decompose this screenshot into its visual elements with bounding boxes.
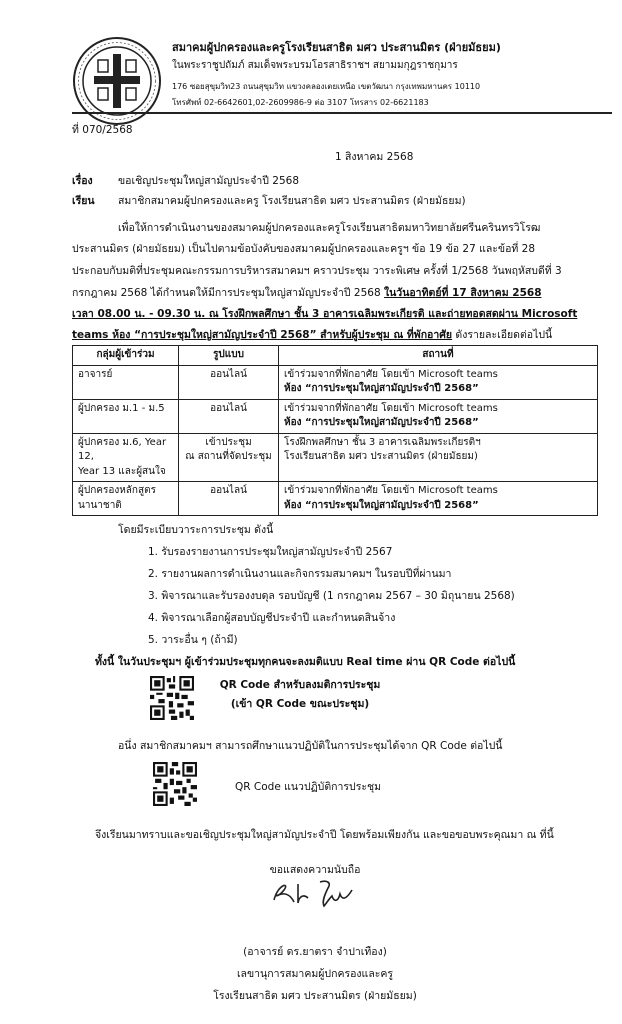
table-header-row xyxy=(73,346,598,366)
subject-text: ขอเชิญประชุมใหญ่สามัญประจำปี 2568 xyxy=(118,175,300,187)
body-line-6-tail: ดังรายละเอียดต่อไปนี้ xyxy=(452,329,553,341)
body-line-6 xyxy=(72,329,552,342)
guideline-qr-caption: QR Code แนวปฏิบัติการประชุม xyxy=(235,781,382,793)
table-row xyxy=(73,399,598,433)
table-row xyxy=(73,482,598,516)
column-header-place: สถานที่ xyxy=(279,346,598,366)
org-telephone: โทรศัพท์ 02-6642601,02-2609986-9 ต่อ 3107 โทรสาร 02-6621183 xyxy=(172,98,429,107)
group-line: ผู้ปกครองหลักสูตร xyxy=(78,485,156,496)
place-line: ห้อง “การประชุมใหญ่สามัญประจำปี 2568” xyxy=(284,417,479,428)
org-patronage: ในพระราชูปถัมภ์ สมเด็จพระบรมโอรสาธิราชฯ สยามมกุฎราชกุมาร xyxy=(172,60,458,71)
group-line: ผู้ปกครอง ม.6, Year 12, xyxy=(78,436,167,462)
realtime-vote-note: ทั้งนี้ ในวันประชุมฯ ผู้เข้าร่วมประชุมทุกคนจะลงมติแบบ Real time ผ่าน QR Code ต่อไปนี้ xyxy=(95,656,516,668)
signer-title: เลขานุการสมาคมผู้ปกครองและครู xyxy=(236,968,394,980)
cell-place xyxy=(279,433,598,482)
table-row xyxy=(73,433,598,482)
cell-group: ผู้ปกครอง ม.1 - ม.5 xyxy=(73,399,179,433)
cell-place xyxy=(279,482,598,516)
voting-qr-code-icon xyxy=(150,676,194,720)
cell-group: อาจารย์ xyxy=(73,365,179,399)
header-divider xyxy=(72,112,612,114)
recipient-label: เรียน xyxy=(72,195,95,207)
guideline-note: อนึ่ง สมาชิกสมาคมฯ สามารถศึกษาแนวปฏิบัติในการประชุมได้จาก QR Code ต่อไปนี้ xyxy=(118,740,503,752)
subject-label: เรื่อง xyxy=(72,175,93,187)
agenda-intro: โดยมีระเบียบวาระการประชุม ดังนี้ xyxy=(118,524,274,536)
recipient-text: สมาชิกสมาคมผู้ปกครองและครู โรงเรียนสาธิต มศว ประสานมิตร (ฝ่ายมัธยม) xyxy=(118,195,466,207)
org-address: 176 ซอยสุขุมวิท23 ถนนสุขุมวิท แขวงคลองเตยเหนือ เขตวัฒนา กรุงเทพมหานคร 10110 xyxy=(172,82,481,91)
place-line: เข้าร่วมจากที่พักอาศัย โดยเข้า Microsoft teams xyxy=(284,485,498,496)
cell-group xyxy=(73,433,179,482)
guideline-qr-code-icon xyxy=(153,762,197,806)
agenda-item: 3. พิจารณาและรับรองงบดุล รอบบัญชี (1 กรกฎาคม 2567 – 30 มิถุนายน 2568) xyxy=(148,590,515,602)
agenda-item: 1. รับรองรายงานการประชุมใหญ่สามัญประจำปี 2567 xyxy=(148,546,393,558)
cell-format xyxy=(179,433,279,482)
document-date: 1 สิงหาคม 2568 xyxy=(335,151,414,163)
body-line-4 xyxy=(72,287,542,300)
body-line-4-text: กรกฎาคม 2568 ได้กำหนดให้มีการประชุมใหญ่สามัญประจำปี 2568 xyxy=(72,287,384,299)
cell-format: ออนไลน์ xyxy=(179,399,279,433)
signer-school: โรงเรียนสาธิต มศว ประสานมิตร (ฝ่ายมัธยม) xyxy=(213,990,417,1002)
body-line-1: เพื่อให้การดำเนินงานของสมาคมผู้ปกครองและครูโรงเรียนสาธิตมหาวิทยาลัยศรีนครินทรวิโรฒ xyxy=(118,222,541,234)
place-line: เข้าร่วมจากที่พักอาศัย โดยเข้า Microsoft teams xyxy=(284,402,498,414)
group-line: นานาชาติ xyxy=(78,499,122,511)
org-name: สมาคมผู้ปกครองและครูโรงเรียนสาธิต มศว ประสานมิตร (ฝ่ายมัธยม) xyxy=(172,41,501,54)
cell-group xyxy=(73,482,179,516)
voting-qr-caption: QR Code สำหรับลงมติการประชุม xyxy=(219,679,381,691)
body-line-2: ประสานมิตร (ฝ่ายมัธยม) เป็นไปตามข้อบังคับของสมาคมผู้ปกครองและครูฯ ข้อ 19 ข้อ 27 และข้อที่ 28 xyxy=(72,243,536,255)
signature-icon xyxy=(268,876,360,910)
column-header-format: รูปแบบ xyxy=(179,346,279,366)
cell-place xyxy=(279,365,598,399)
regards-text: ขอแสดงความนับถือ xyxy=(269,864,361,876)
place-line: เข้าร่วมจากที่พักอาศัย โดยเข้า Microsoft teams xyxy=(284,368,498,380)
agenda-item: 5. วาระอื่น ๆ (ถ้ามี) xyxy=(148,634,238,646)
agenda-item: 4. พิจารณาเลือกผู้สอบบัญชีประจำปี และกำหนดสินจ้าง xyxy=(148,612,396,624)
cell-place xyxy=(279,399,598,433)
voting-qr-caption-note: (เข้า QR Code ขณะประชุม) xyxy=(230,698,370,710)
table-row xyxy=(73,365,598,399)
place-line: ห้อง “การประชุมใหญ่สามัญประจำปี 2568” xyxy=(284,499,479,511)
body-line-3: ประกอบกับมติที่ประชุมคณะกรรมการบริหารสมาคมฯ คราวประชุม วาระพิเศษ ครั้งที่ 1/2568 วันพฤหัสบดีที่ 3 xyxy=(72,265,562,277)
meeting-room-highlight: teams ห้อง “การประชุมใหญ่สามัญประจำปี 2568” สำหรับผู้ประชุม ณ ที่พักอาศัย xyxy=(72,329,453,341)
cell-format: ออนไลน์ xyxy=(179,365,279,399)
cell-format: ออนไลน์ xyxy=(179,482,279,516)
place-line: โรงเรียนสาธิต มศว ประสานมิตร (ฝ่ายมัธยม) xyxy=(284,451,478,462)
group-line: Year 13 และผู้สนใจ xyxy=(78,465,166,477)
place-line: โรงฝึกพลศึกษา ชั้น 3 อาคารเฉลิมพระเกียรติฯ xyxy=(284,436,481,448)
signer-name: (อาจารย์ ดร.ยาตรา จำปาเทือง) xyxy=(243,946,387,958)
place-line: ห้อง “การประชุมใหญ่สามัญประจำปี 2568” xyxy=(284,383,479,394)
meeting-time-place-highlight: เวลา 08.00 น. - 09.30 น. ณ โรงฝึกพลศึกษา ชั้น 3 อาคารเฉลิมพระเกียรติ และถ่ายทอดสดผ่าน Microsoft xyxy=(72,308,578,320)
meeting-date-highlight: ในวันอาทิตย์ที่ 17 สิงหาคม 2568 xyxy=(384,287,542,299)
format-line: เข้าประชุม xyxy=(205,436,252,448)
column-header-group: กลุ่มผู้เข้าร่วม xyxy=(73,346,179,366)
closing-text: จึงเรียนมาทราบและขอเชิญประชุมใหญ่สามัญประจำปี โดยพร้อมเพียงกัน และขอขอบพระคุณมา ณ ที่นี้ xyxy=(95,829,554,841)
format-line: ณ สถานที่จัดประชุม xyxy=(185,451,272,462)
document-number: ที่ 070/2568 xyxy=(72,124,133,136)
attendance-table xyxy=(72,345,598,516)
agenda-item: 2. รายงานผลการดำเนินงานและกิจกรรมสมาคมฯ ในรอบปีที่ผ่านมา xyxy=(148,568,452,580)
